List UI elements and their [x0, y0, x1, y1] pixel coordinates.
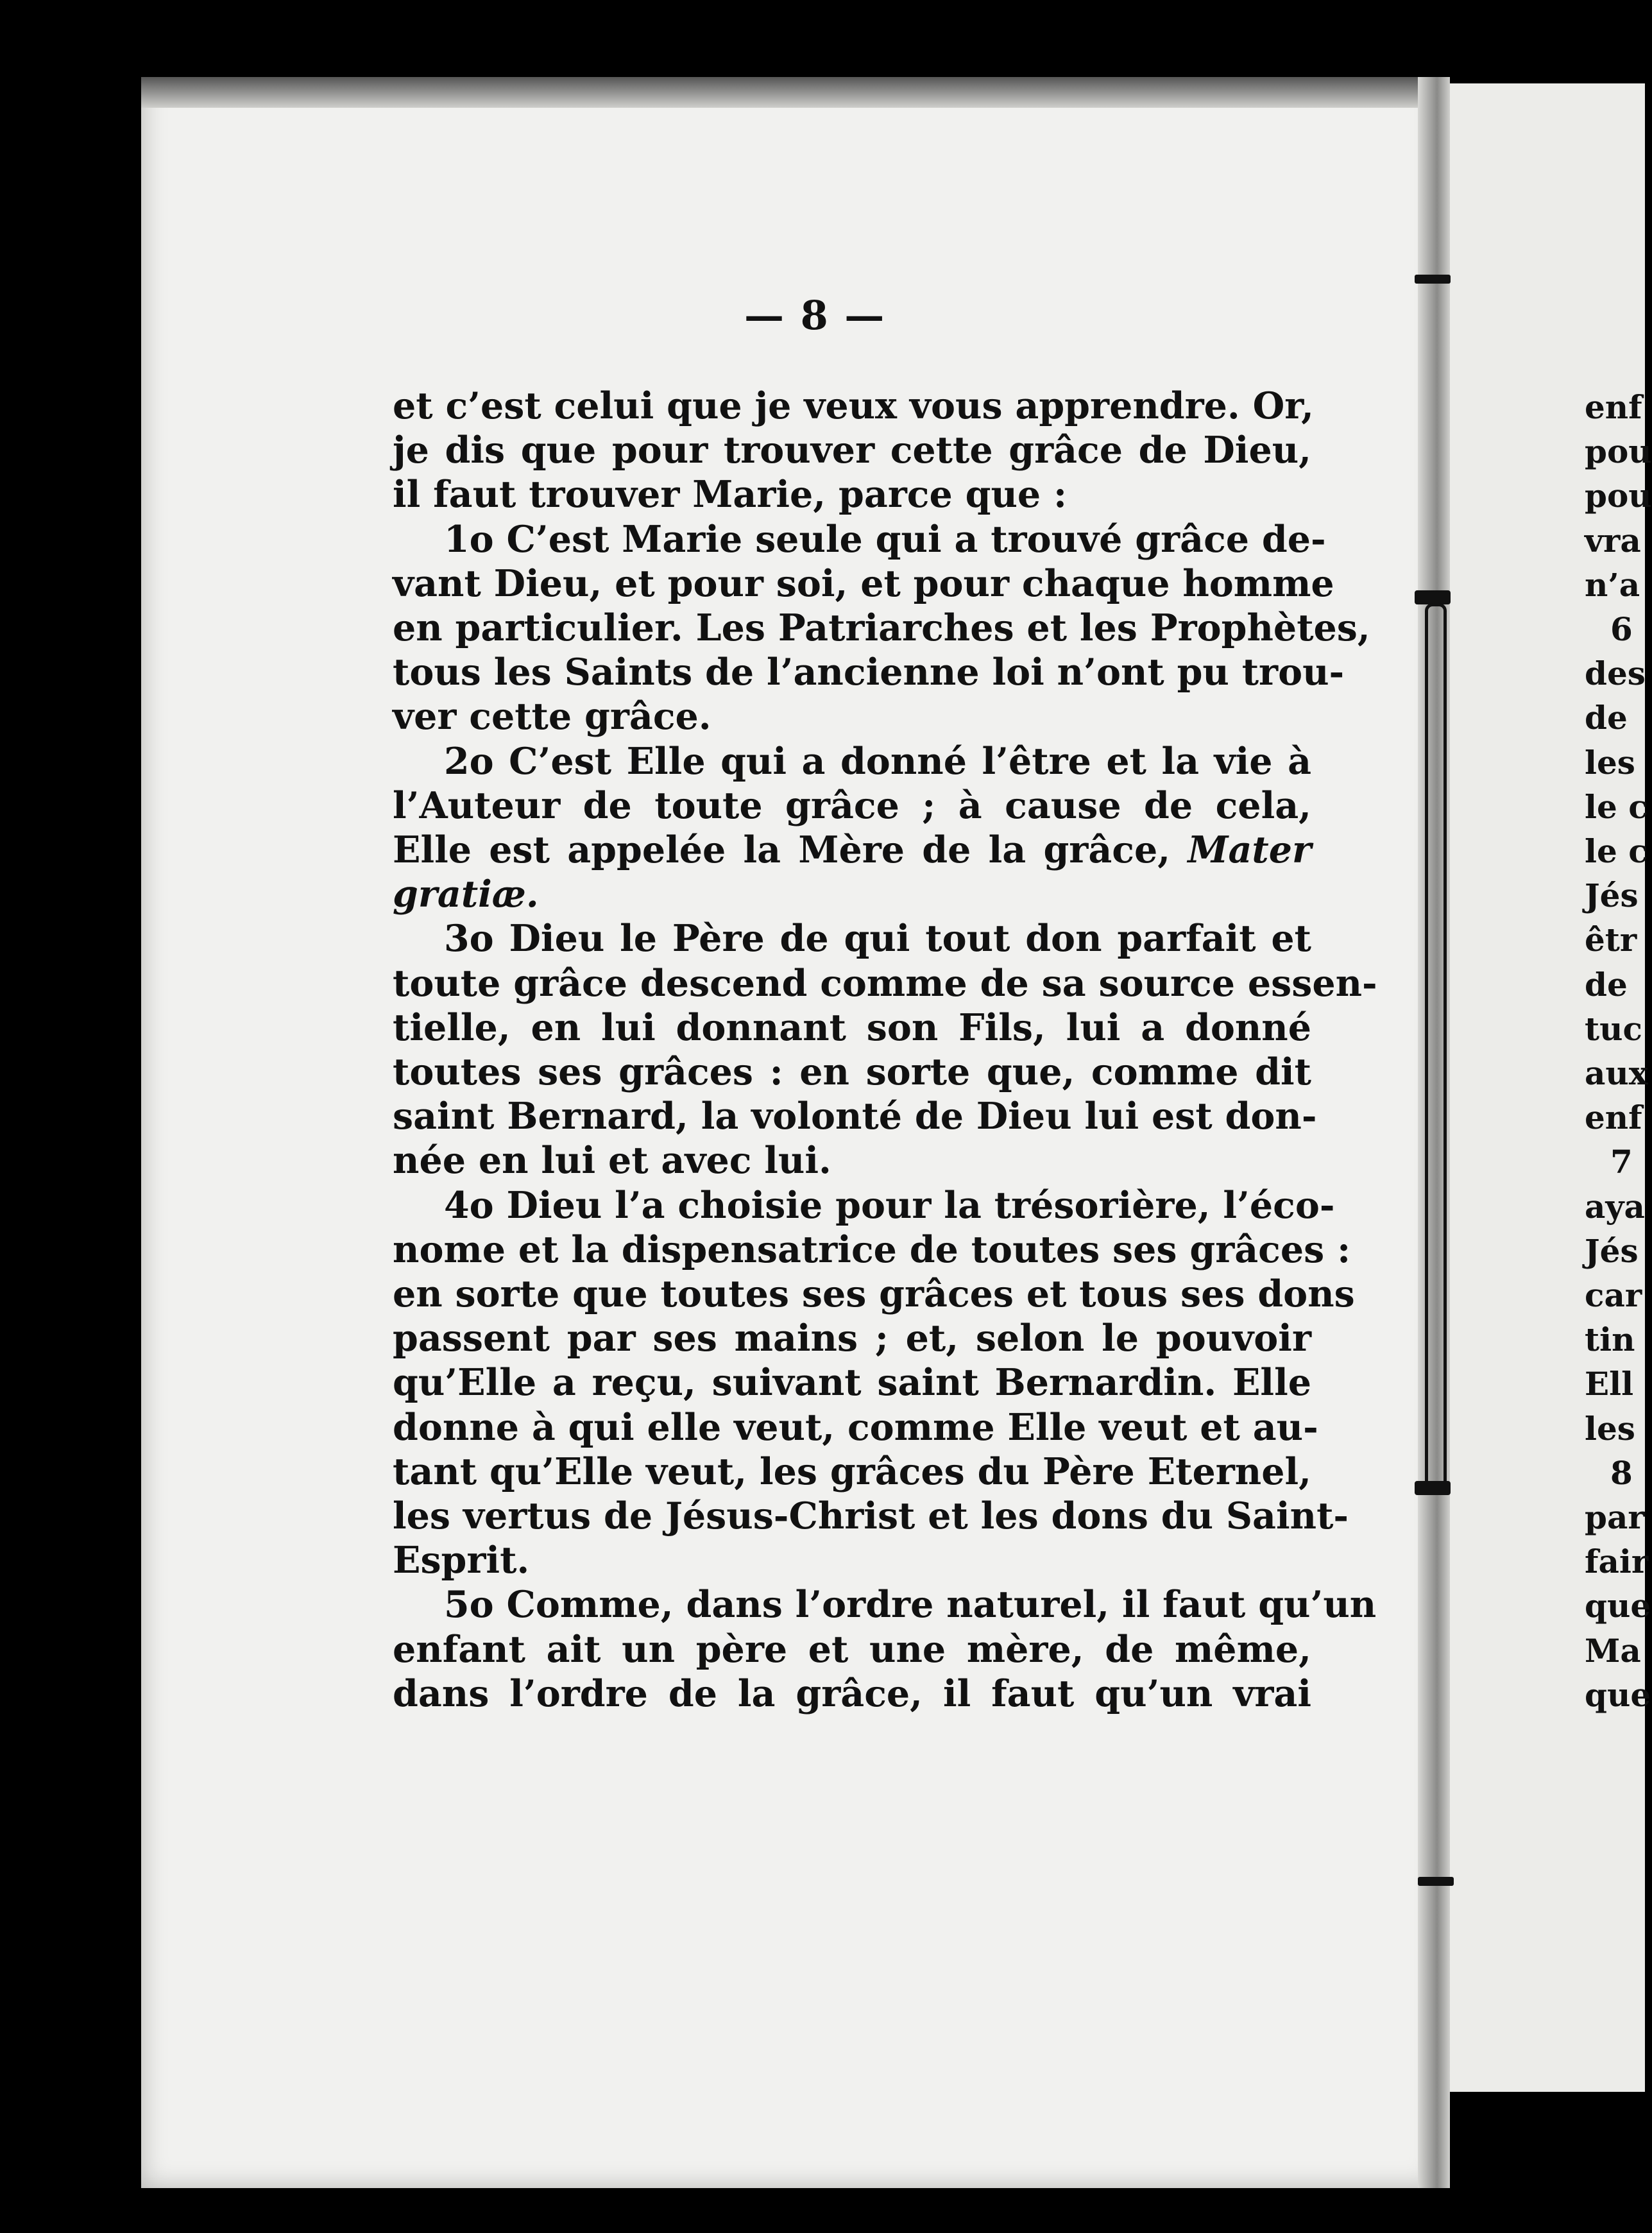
page-number: — 8 —	[744, 292, 886, 339]
right-fragment: par	[1585, 1498, 1645, 1537]
text-line: 5o Comme, dans l’ordre naturel, il faut qu’un	[444, 1583, 1377, 1627]
right-fragment: car	[1585, 1276, 1642, 1315]
text-line: saint Bernard, la volonté de Dieu lui est don-	[393, 1095, 1317, 1138]
text-line: 3o Dieu le Père de qui tout don parfait et	[444, 917, 1311, 961]
binding-stitch	[1415, 590, 1451, 1495]
right-fragment: n’a	[1585, 565, 1640, 604]
right-fragment: 8	[1610, 1453, 1633, 1492]
right-fragment: que	[1585, 1587, 1651, 1625]
text-line: donne à qui elle veut, comme Elle veut et au-	[393, 1405, 1318, 1449]
latin-phrase: Mater	[1188, 828, 1311, 872]
right-fragment: enf	[1585, 1099, 1642, 1137]
text-line: l’Auteur de toute grâce ; à cause de cela,	[393, 783, 1311, 827]
text-line: tant qu’Elle veut, les grâces du Père Eternel,	[393, 1450, 1311, 1493]
right-fragment: aya	[1585, 1187, 1645, 1226]
right-fragment: enf	[1585, 388, 1642, 426]
stitch-thread	[1425, 603, 1447, 1489]
right-fragment: pou	[1585, 477, 1652, 515]
right-fragment: Jés	[1585, 1231, 1639, 1270]
text-line: et c’est celui que je veux vous apprendre. Or,	[393, 384, 1314, 427]
right-fragment: Jés	[1585, 877, 1639, 915]
stitch-cap-bottom	[1415, 1481, 1451, 1495]
text-line: 4o Dieu l’a choisie pour la trésorière, l’éco-	[444, 1183, 1335, 1227]
stitch-cap-top	[1415, 590, 1451, 604]
right-fragment: vra	[1585, 521, 1641, 560]
text-line: passent par ses mains ; et, selon le pouvoir	[393, 1317, 1311, 1360]
right-fragment: que	[1585, 1675, 1651, 1714]
right-fragment: pou	[1585, 432, 1652, 471]
text-line: née en lui et avec lui.	[393, 1139, 831, 1183]
text-line: enfant ait un père et une mère, de même,	[393, 1627, 1311, 1671]
text-line: tous les Saints de l’ancienne loi n’ont pu trou-	[393, 651, 1345, 694]
text-line: en sorte que toutes ses grâces et tous ses dons	[393, 1272, 1355, 1316]
right-fragment: tuc	[1585, 1009, 1642, 1048]
text-line: les vertus de Jésus-Christ et les dons du Saint-	[393, 1494, 1349, 1538]
right-fragment: de	[1585, 965, 1628, 1004]
right-fragment: les	[1585, 1409, 1635, 1448]
text-line: nome et la dispensatrice de toutes ses grâces :	[393, 1228, 1351, 1271]
right-page-text	[1585, 385, 1652, 1797]
body-text	[393, 384, 1377, 1716]
right-fragment: le c	[1585, 787, 1648, 826]
right-fragment: des	[1585, 654, 1646, 693]
right-fragment: les	[1585, 743, 1635, 782]
text-line: qu’Elle a reçu, suivant saint Bernardin. Elle	[393, 1361, 1311, 1405]
right-fragment: de	[1585, 699, 1628, 737]
text-line: en particulier. Les Patriarches et les Prophètes,	[393, 606, 1370, 650]
text-line: dans l’ordre de la grâce, il faut qu’un vrai	[393, 1672, 1311, 1715]
text-line: ver cette grâce.	[393, 695, 711, 739]
page-top-edge	[141, 77, 1437, 108]
latin-phrase-end: gratiæ.	[393, 873, 539, 916]
right-fragment: aux	[1585, 1054, 1648, 1093]
right-fragment: fair	[1585, 1543, 1649, 1581]
right-fragment: Ell	[1585, 1365, 1634, 1403]
text-line: toutes ses grâces : en sorte que, comme dit	[393, 1050, 1311, 1094]
stitch-mark-top	[1415, 275, 1451, 284]
right-fragment: le c	[1585, 832, 1648, 871]
stitch-mark-bottom	[1418, 1877, 1454, 1886]
text-line: Esprit.	[393, 1539, 530, 1582]
right-fragment: tin	[1585, 1321, 1635, 1359]
text-line: je dis que pour trouver cette grâce de Dieu,	[393, 429, 1311, 472]
right-fragment: êtr	[1585, 921, 1637, 959]
text-line: toute grâce descend comme de sa source essen-	[393, 961, 1377, 1005]
text-line: il faut trouver Marie, parce que :	[393, 473, 1068, 517]
text-line: 2o C’est Elle qui a donné l’être et la vie à	[444, 739, 1311, 783]
right-fragment: 7	[1610, 1143, 1633, 1181]
text-line-part: Elle est appelée la Mère de la grâce,	[393, 828, 1171, 872]
right-fragment: 6	[1610, 610, 1633, 649]
text-line	[393, 828, 1311, 872]
right-fragment: Ma	[1585, 1631, 1641, 1670]
text-line: tielle, en lui donnant son Fils, lui a donné	[393, 1005, 1311, 1049]
text-line: vant Dieu, et pour soi, et pour chaque homme	[393, 561, 1334, 605]
text-line: 1o C’est Marie seule qui a trouvé grâce de-	[444, 517, 1326, 561]
